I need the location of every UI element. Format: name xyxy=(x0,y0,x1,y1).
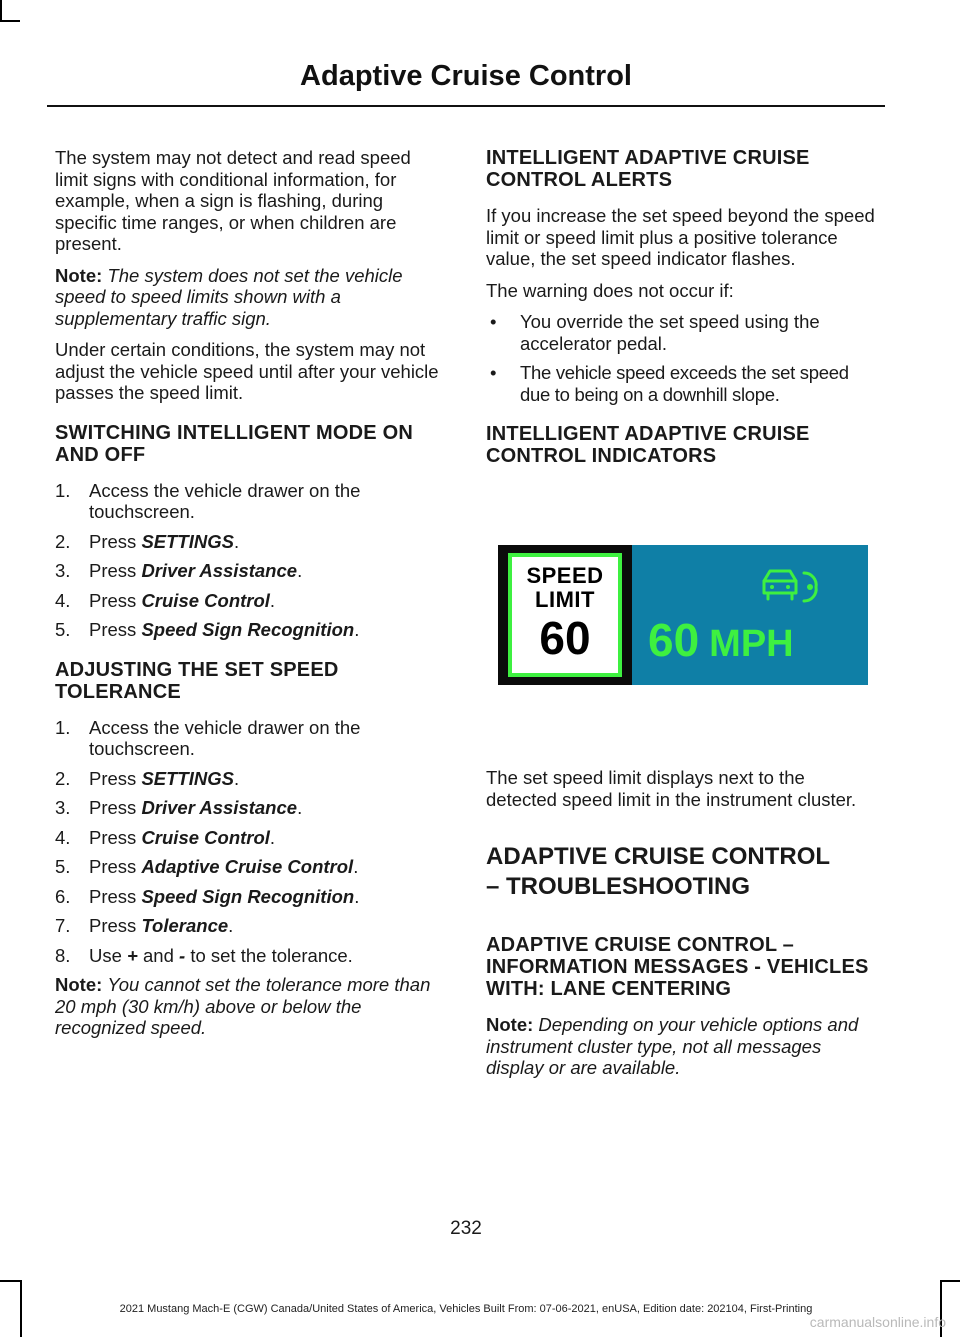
list-item xyxy=(55,886,447,908)
punctuation: . xyxy=(269,589,276,611)
punctuation: . xyxy=(297,797,303,818)
menu-option: Cruise Control xyxy=(141,589,270,611)
chapter-heading-line-1: ADAPTIVE CRUISE CONTROL xyxy=(486,843,831,870)
menu-option: Driver Assistance xyxy=(141,797,298,818)
minus-symbol: - xyxy=(179,944,186,966)
header-divider xyxy=(47,105,885,107)
menu-option: Tolerance xyxy=(141,915,229,936)
set-speed-unit: MPH xyxy=(709,623,794,665)
menu-option: SETTINGS xyxy=(141,530,234,552)
step-text: Press xyxy=(89,589,142,611)
punctuation: . xyxy=(354,619,360,640)
section-heading: INTELLIGENT ADAPTIVE CRUISE CONTROL ALERTS xyxy=(486,147,810,191)
intro-paragraph: The system may not detect and read speed limit signs with conditional information, for example, when a sign is flashing, during specific time ranges, or when children are present. xyxy=(55,147,411,254)
sign-value: 60 xyxy=(539,612,591,664)
step-text: Press xyxy=(89,797,142,818)
watermark: carmanualsonline.info xyxy=(809,1314,946,1330)
bullet-text: You override the set speed using the accelerator pedal. xyxy=(520,311,820,354)
body-paragraph: Under certain conditions, the system may not adjust the vehicle speed until after your vehicle passes the speed limit. xyxy=(55,339,439,403)
note-text: The system does not set the vehicle speed to speed limits shown with a supplementary traffic sign. xyxy=(55,264,403,329)
step-number: 6. xyxy=(55,885,71,907)
punctuation: . xyxy=(233,767,240,789)
list-item xyxy=(55,797,447,819)
menu-option: Adaptive Cruise Control xyxy=(141,856,354,877)
left-column xyxy=(55,147,447,1049)
bullet-icon: • xyxy=(490,362,497,383)
adaptive-cruise-icon xyxy=(760,563,820,607)
plus-symbol: + xyxy=(127,944,138,966)
step-number: 8. xyxy=(55,944,71,966)
step-text: Press xyxy=(89,530,142,552)
body-paragraph: The set speed limit displays next to the detected speed limit in the instrument cluster. xyxy=(486,767,857,810)
note-paragraph xyxy=(55,265,447,330)
menu-option: Driver Assistance xyxy=(141,560,298,581)
crop-mark xyxy=(940,1280,960,1282)
sign-line-1: SPEED xyxy=(526,563,604,588)
section-heading: ADAPTIVE CRUISE CONTROL – INFORMATION MESSAGES - VEHICLES WITH: LANE CENTERING xyxy=(486,934,869,1000)
note-label: Note: xyxy=(55,264,103,286)
list-item xyxy=(55,619,447,641)
crop-mark xyxy=(0,20,20,22)
set-speed-readout xyxy=(648,615,794,669)
step-text: Press xyxy=(89,915,142,936)
step-number: 3. xyxy=(55,560,71,581)
right-column xyxy=(486,147,880,1089)
crop-mark xyxy=(0,0,2,20)
body-paragraph: If you increase the set speed beyond the speed limit or speed limit plus a positive tolerance value, the set speed indicator flashes. xyxy=(486,205,875,269)
step-number: 1. xyxy=(55,479,71,501)
section-heading: INTELLIGENT ADAPTIVE CRUISE CONTROL INDICATORS xyxy=(486,423,810,467)
bullet-icon: • xyxy=(490,311,497,332)
crop-mark xyxy=(0,1280,20,1282)
step-number: 2. xyxy=(55,767,71,789)
body-paragraph: The warning does not occur if: xyxy=(486,279,734,301)
steps-list xyxy=(55,717,447,967)
section-heading: SWITCHING INTELLIGENT MODE ON AND OFF xyxy=(55,421,414,466)
step-number: 7. xyxy=(55,915,71,936)
step-number: 1. xyxy=(55,716,71,738)
list-item xyxy=(55,531,447,553)
section-heading: ADJUSTING THE SET SPEED TOLERANCE xyxy=(55,658,339,703)
note-paragraph xyxy=(486,1014,880,1079)
step-text: Access the vehicle drawer on the touchscreen. xyxy=(89,479,361,522)
punctuation: . xyxy=(354,885,360,907)
chapter-heading-line-2: – TROUBLESHOOTING xyxy=(486,873,751,900)
list-item xyxy=(486,311,880,354)
list-item xyxy=(55,945,447,967)
menu-option: Cruise Control xyxy=(141,826,270,848)
note-label: Note: xyxy=(55,974,103,995)
bullet-text: The vehicle speed exceeds the set speed due to being on a downhill slope. xyxy=(520,362,849,405)
speed-limit-sign-face xyxy=(508,553,622,677)
step-text: Access the vehicle drawer on the touchscreen. xyxy=(89,716,361,759)
step-text: Press xyxy=(89,619,142,640)
list-item xyxy=(55,560,447,582)
step-text: Use xyxy=(89,944,128,966)
list-item xyxy=(55,480,447,523)
note-label: Note: xyxy=(486,1014,534,1035)
list-item xyxy=(55,717,447,760)
list-item xyxy=(55,827,447,849)
page-number: 232 xyxy=(450,1218,482,1239)
step-text: Press xyxy=(89,826,142,848)
menu-option: Speed Sign Recognition xyxy=(141,619,355,640)
speed-limit-sign xyxy=(498,545,632,685)
step-number: 2. xyxy=(55,530,71,552)
punctuation: . xyxy=(228,915,234,936)
step-number: 4. xyxy=(55,589,71,611)
step-text: to set the tolerance. xyxy=(185,944,353,966)
step-text: Press xyxy=(89,767,142,789)
set-speed-value: 60 xyxy=(648,614,700,666)
note-paragraph xyxy=(55,974,447,1039)
list-item xyxy=(486,362,880,405)
step-text: Press xyxy=(89,560,142,581)
page-title: Adaptive Cruise Control xyxy=(300,60,632,92)
punctuation: . xyxy=(297,560,303,581)
note-text: You cannot set the tolerance more than 20 mph (30 km/h) above or below the recognized speed. xyxy=(55,974,431,1038)
step-number: 4. xyxy=(55,826,71,848)
step-number: 5. xyxy=(55,856,71,877)
note-text: Depending on your vehicle options and instrument cluster type, not all messages display or are available. xyxy=(486,1014,859,1078)
punctuation: . xyxy=(233,530,240,552)
step-text: Press xyxy=(89,885,142,907)
speed-limit-indicator-figure xyxy=(498,545,868,685)
list-item xyxy=(55,915,447,937)
list-item xyxy=(55,768,447,790)
punctuation: . xyxy=(353,856,359,877)
edition-footer: 2021 Mustang Mach-E (CGW) Canada/United States of America, Vehicles Built From: 07-06-2021, enUSA, Edition date: 202104, First-Printing xyxy=(119,1303,813,1315)
menu-option: Speed Sign Recognition xyxy=(141,885,355,907)
step-number: 5. xyxy=(55,619,71,640)
list-item xyxy=(55,590,447,612)
list-item xyxy=(55,856,447,878)
step-text: Press xyxy=(89,856,142,877)
step-number: 3. xyxy=(55,797,71,818)
steps-list xyxy=(55,480,447,641)
punctuation: . xyxy=(269,826,276,848)
step-text: and xyxy=(137,944,180,966)
sign-line-2: LIMIT xyxy=(535,587,595,612)
bullet-list xyxy=(486,311,880,405)
menu-option: SETTINGS xyxy=(141,767,234,789)
